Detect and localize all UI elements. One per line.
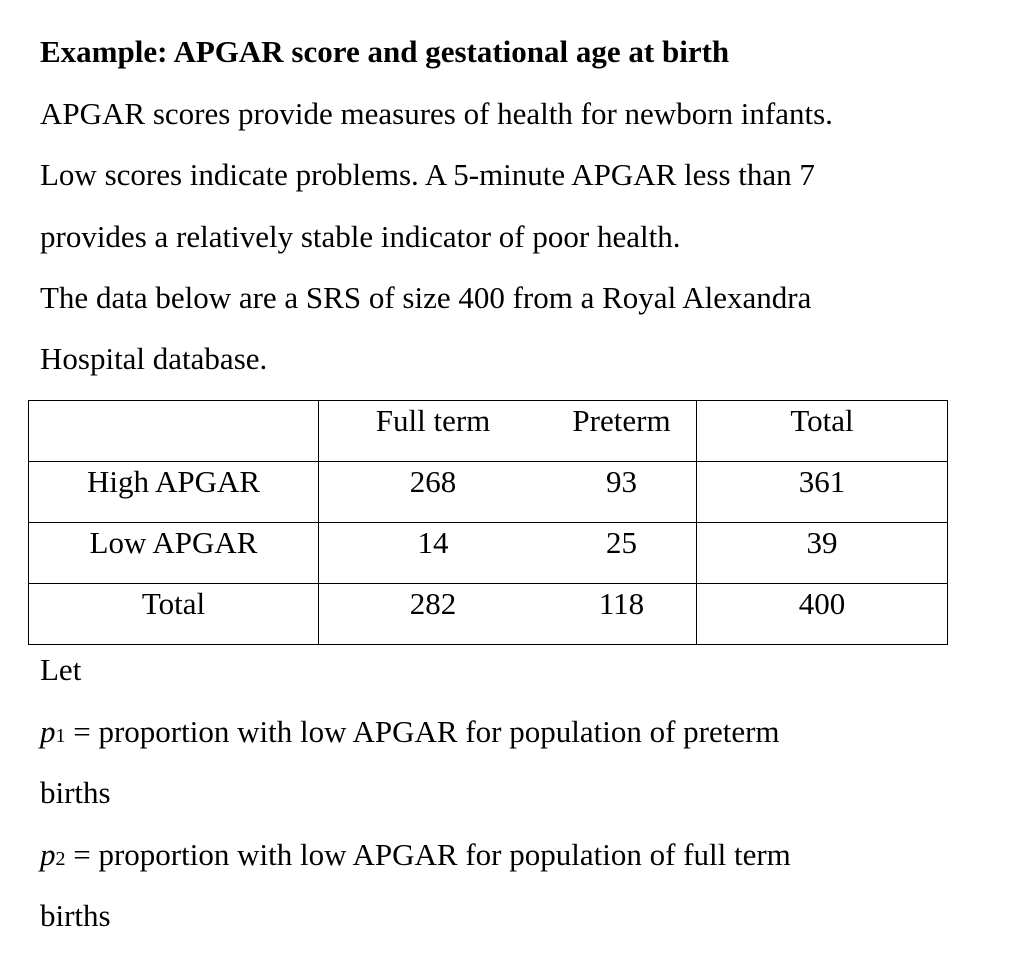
definition-p2 <box>40 837 791 877</box>
high-full-term-value: 268 <box>409 464 457 499</box>
header-empty-cell <box>29 401 319 462</box>
row-label-low-apgar: Low APGAR <box>29 523 319 584</box>
high-preterm-value: 93 <box>606 464 637 499</box>
intro-line-1: APGAR scores provide measures of health for newborn infants. <box>40 96 833 131</box>
table-row <box>29 462 948 523</box>
intro-line-5: Hospital database. <box>40 341 268 376</box>
table-row <box>29 584 948 645</box>
example-title: Example: APGAR score and gestational age at birth <box>40 34 730 69</box>
total-full-term-value: 282 <box>409 586 457 621</box>
subscript-1: 1 <box>55 725 66 747</box>
low-preterm-value: 25 <box>606 525 637 560</box>
low-total-value: 39 <box>697 523 948 584</box>
header-total: Total <box>697 401 948 462</box>
high-total-value: 361 <box>697 462 948 523</box>
definition-p2-continued: births <box>40 898 111 933</box>
definition-p1 <box>40 714 780 754</box>
header-term-cell <box>319 401 697 462</box>
variable-p2: p <box>40 837 56 872</box>
table-header-row <box>29 401 948 462</box>
let-label: Let <box>40 652 82 687</box>
definition-p1-continued: births <box>40 775 111 810</box>
row-values-cell <box>319 584 697 645</box>
row-values-cell <box>319 462 697 523</box>
definition-p2-text: = proportion with low APGAR for population of full term <box>65 837 791 872</box>
apgar-contingency-table <box>28 400 948 645</box>
grand-total-value: 400 <box>697 584 948 645</box>
header-full-term: Full term <box>375 403 491 438</box>
row-label-high-apgar: High APGAR <box>29 462 319 523</box>
total-preterm-value: 118 <box>598 586 645 621</box>
intro-line-3: provides a relatively stable indicator of poor health. <box>40 219 681 254</box>
definition-p1-text: = proportion with low APGAR for population of preterm <box>65 714 780 749</box>
variable-p1: p <box>40 714 56 749</box>
header-preterm: Preterm <box>572 403 671 438</box>
row-label-total: Total <box>29 584 319 645</box>
low-full-term-value: 14 <box>417 525 449 560</box>
subscript-2: 2 <box>55 848 66 870</box>
intro-line-4: The data below are a SRS of size 400 from a Royal Alexandra <box>40 280 812 315</box>
intro-line-2: Low scores indicate problems. A 5-minute APGAR less than 7 <box>40 157 815 192</box>
row-values-cell <box>319 523 697 584</box>
table-row <box>29 523 948 584</box>
